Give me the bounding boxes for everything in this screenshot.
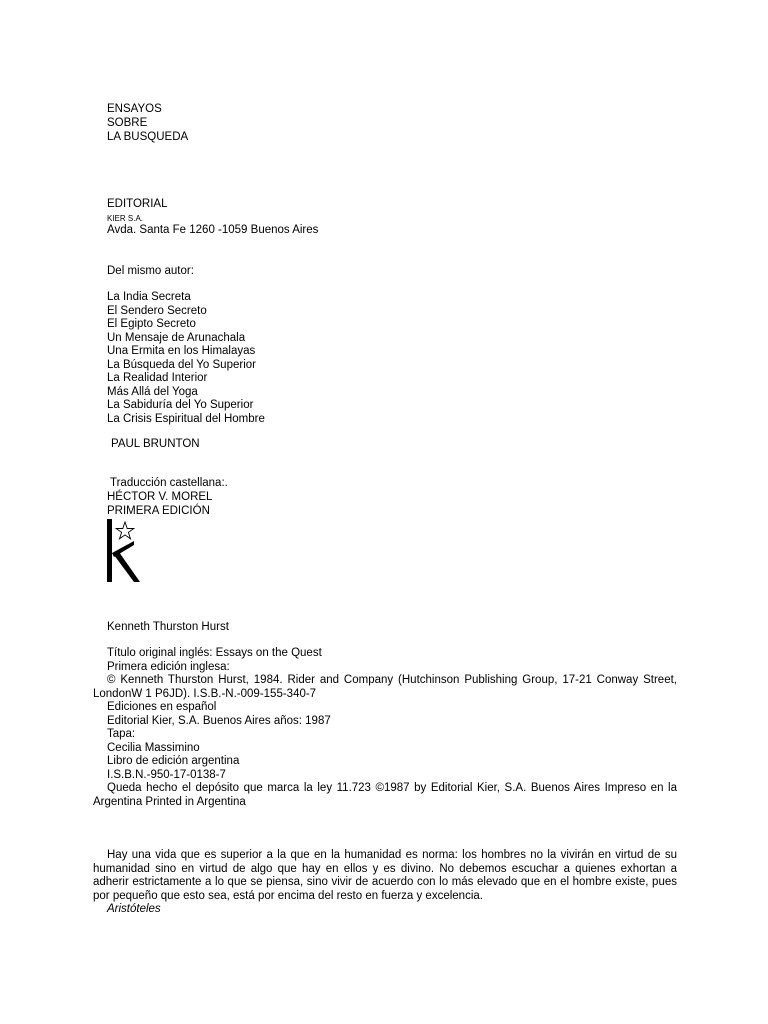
deposit-paragraph <box>93 782 677 809</box>
book-title: La Crisis Espiritual del Hombre <box>107 412 265 425</box>
title-line-2: SOBRE <box>107 117 148 129</box>
epigraph-attribution: Aristóteles <box>107 903 161 915</box>
author-name: PAUL BRUNTON <box>111 438 200 450</box>
translator-name: HÉCTOR V. MOREL <box>107 491 213 503</box>
book-title: El Sendero Secreto <box>107 304 207 317</box>
title-line-1: ENSAYOS <box>107 103 162 115</box>
colophon-line: Libro de edición argentina <box>107 755 240 767</box>
publisher-address: Avda. Santa Fe 1260 -1059 Buenos Aires <box>107 224 319 236</box>
same-author-heading: Del mismo autor: <box>107 265 194 277</box>
dedication: Kenneth Thurston Hurst <box>107 621 229 633</box>
copyright-text: © Kenneth Thurston Hurst, 1984. Rider and Company (Hutchinson Publishing Group, 17-21 Conway Street, LondonW 1 P6JD). I.S.B.-N.-009-155-340-7 <box>93 674 677 700</box>
publisher-name: KIER S.A. <box>107 214 144 223</box>
colophon-line: Editorial Kier, S.A. Buenos Aires años: 1987 <box>107 714 331 727</box>
epigraph-text: Hay una vida que es superior a la que en la humanidad es norma: los hombres no la vivirán en virtud de su humanidad sino en virtud de algo que hay en ellos y es divino. No debemos escuchar a quienes exhortan a adherir estrictamente a lo que se piensa, sino vivir de acuerdo con lo más elevado que en el hombre existe, pues por pequeño que esto sea, está por encima del resto en fuerza y excelencia. <box>93 849 677 902</box>
book-title: Más Allá del Yoga <box>107 385 198 398</box>
epigraph <box>93 849 677 903</box>
deposit-text: Queda hecho el depósito que marca la ley 11.723 ©1987 by Editorial Kier, S.A. Buenos Aires Impreso en la Argentina Printed in Argentina <box>93 782 677 808</box>
translation-label: Traducción castellana:. <box>110 477 228 489</box>
colophon-line: Ediciones en español <box>107 701 217 713</box>
colophon-line: I.S.B.N.-950-17-0138-7 <box>107 768 226 781</box>
edition-label: PRIMERA EDICIÓN <box>107 505 210 517</box>
book-title: Un Mensaje de Arunachala <box>107 331 246 344</box>
colophon-line: Primera edición inglesa: <box>107 660 230 673</box>
book-title: La Búsqueda del Yo Superior <box>107 358 256 371</box>
colophon-line: Tapa: <box>107 728 136 740</box>
book-title: La India Secreta <box>107 291 191 303</box>
colophon-line: Cecilia Massimino <box>107 741 200 754</box>
title-line-3: LA BUSQUEDA <box>107 131 189 143</box>
kier-k-star-logo <box>106 519 142 583</box>
book-title: La Sabiduría del Yo Superior <box>107 399 254 411</box>
book-title: El Egipto Secreto <box>107 318 196 330</box>
copyright-paragraph <box>93 674 677 701</box>
book-title: Una Ermita en los Himalayas <box>107 345 256 357</box>
book-title: La Realidad Interior <box>107 372 208 384</box>
colophon-line: Título original inglés: Essays on the Quest <box>107 647 322 659</box>
publisher-label: EDITORIAL <box>107 198 168 210</box>
